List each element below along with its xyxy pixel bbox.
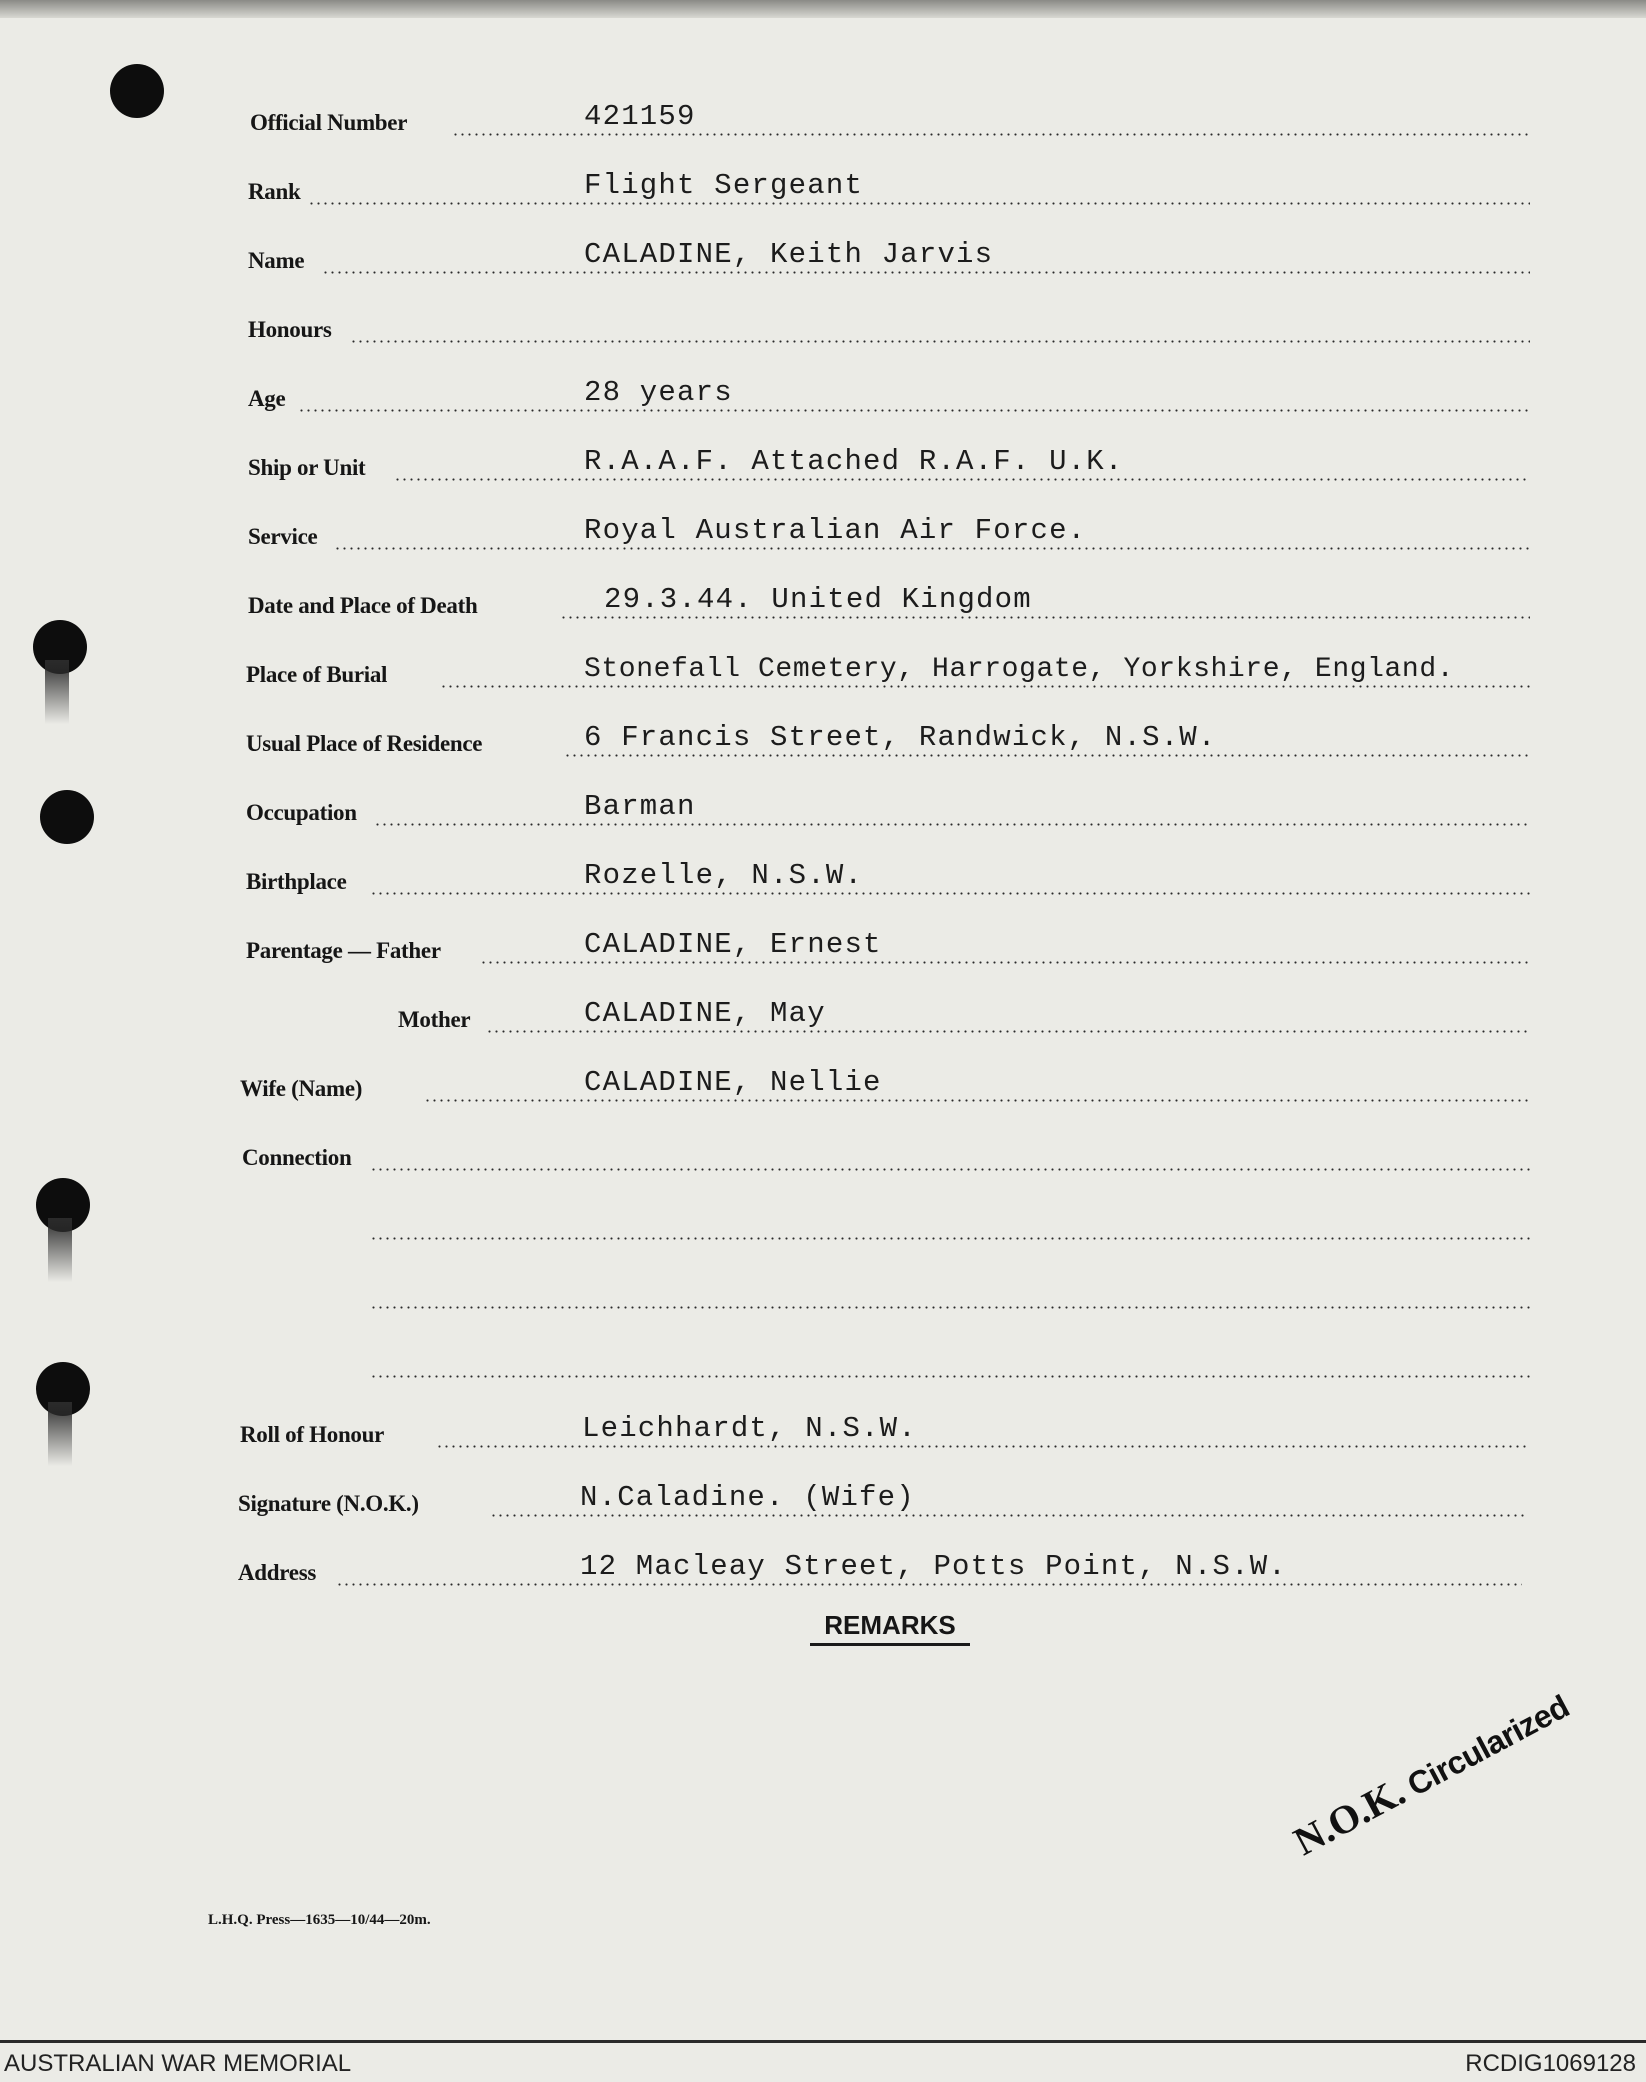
connection-extra-line <box>0 1344 1646 1384</box>
field-label: Place of Burial <box>246 662 388 687</box>
dotted-line <box>336 1583 1522 1586</box>
dotted-line <box>424 1099 1530 1102</box>
field-value: CALADINE, Ernest <box>584 928 882 961</box>
field-label: Wife (Name) <box>240 1076 363 1101</box>
field-value: CALADINE, Nellie <box>584 1066 882 1099</box>
dotted-line <box>440 685 1530 688</box>
field-place-of-burial <box>0 654 1646 694</box>
field-label: Birthplace <box>246 869 347 894</box>
scan-edge <box>0 0 1646 18</box>
field-age <box>0 378 1646 418</box>
field-label: Service <box>248 524 318 549</box>
connection-extra-line <box>0 1206 1646 1246</box>
dotted-line <box>370 1168 1530 1171</box>
dotted-line <box>564 754 1530 757</box>
field-usual-residence <box>0 723 1646 763</box>
field-label: Ship or Unit <box>248 455 366 480</box>
field-label: Mother <box>398 1007 471 1032</box>
footer-source: AUSTRALIAN WAR MEMORIAL <box>4 2050 352 2077</box>
field-father <box>0 930 1646 970</box>
dotted-line <box>308 202 1530 205</box>
field-label: Usual Place of Residence <box>246 731 483 756</box>
field-label: Honours <box>248 317 332 342</box>
field-value: CALADINE, May <box>584 997 826 1030</box>
dotted-line <box>480 961 1530 964</box>
nok-circularized-stamp <box>1286 1681 1576 1865</box>
field-label: Official Number <box>250 110 408 135</box>
dotted-line <box>394 478 1530 481</box>
field-label: Name <box>248 248 305 273</box>
field-value: 6 Francis Street, Randwick, N.S.W. <box>584 721 1217 754</box>
stamp-text: Circularized <box>1401 1687 1575 1803</box>
field-value: R.A.A.F. Attached R.A.F. U.K. <box>584 445 1124 478</box>
field-label: Address <box>238 1560 316 1585</box>
field-ship-or-unit <box>0 447 1646 487</box>
field-value: Rozelle, N.S.W. <box>584 859 864 892</box>
remarks-heading: REMARKS <box>810 1610 970 1646</box>
field-value: CALADINE, Keith Jarvis <box>584 238 994 271</box>
dotted-line <box>350 340 1530 343</box>
dotted-line <box>490 1514 1524 1517</box>
field-label: Rank <box>248 179 301 204</box>
dotted-line <box>370 1237 1530 1240</box>
field-label: Occupation <box>246 800 357 825</box>
field-wife <box>0 1068 1646 1108</box>
field-value: Leichhardt, N.S.W. <box>582 1412 917 1445</box>
dotted-line <box>452 133 1530 136</box>
field-value: 12 Macleay Street, Potts Point, N.S.W. <box>580 1550 1287 1583</box>
field-value: Stonefall Cemetery, Harrogate, Yorkshire, England. <box>584 654 1455 685</box>
field-value: 421159 <box>584 100 696 133</box>
press-note: L.H.Q. Press—1635—10/44—20m. <box>208 1912 431 1928</box>
dotted-line <box>374 823 1530 826</box>
field-label: Roll of Honour <box>240 1422 385 1447</box>
stamp-prefix: N.O.K. <box>1286 1768 1412 1865</box>
field-value: 28 years <box>584 376 733 409</box>
field-rank <box>0 171 1646 211</box>
dotted-line <box>436 1445 1526 1448</box>
footer-reference: RCDIG1069128 <box>1465 2050 1636 2077</box>
field-signature <box>0 1483 1646 1523</box>
field-address <box>0 1552 1646 1592</box>
footer-divider <box>0 2040 1646 2043</box>
dotted-line <box>486 1030 1530 1033</box>
dotted-line <box>370 892 1530 895</box>
dotted-line <box>298 409 1530 412</box>
field-mother <box>0 999 1646 1039</box>
field-value: N.Caladine. (Wife) <box>580 1481 915 1514</box>
field-label: Date and Place of Death <box>248 593 478 618</box>
dotted-line <box>322 271 1530 274</box>
field-value: Barman <box>584 790 696 823</box>
field-honours <box>0 309 1646 349</box>
field-service <box>0 516 1646 556</box>
field-occupation <box>0 792 1646 832</box>
field-value: Royal Australian Air Force. <box>584 514 1087 547</box>
field-connection <box>0 1137 1646 1177</box>
field-date-place-of-death <box>0 585 1646 625</box>
dotted-line <box>560 616 1530 619</box>
field-official-number <box>0 102 1646 142</box>
connection-extra-line <box>0 1275 1646 1315</box>
field-roll-of-honour <box>0 1414 1646 1454</box>
field-birthplace <box>0 861 1646 901</box>
dotted-line <box>334 547 1530 550</box>
field-label: Parentage — Father <box>246 938 441 963</box>
field-label: Age <box>248 386 286 411</box>
dotted-line <box>370 1306 1530 1309</box>
dotted-line <box>370 1375 1530 1378</box>
field-label: Connection <box>242 1145 352 1170</box>
field-value: 29.3.44. United Kingdom <box>604 583 1032 616</box>
field-name <box>0 240 1646 280</box>
field-value: Flight Sergeant <box>584 169 864 202</box>
field-label: Signature (N.O.K.) <box>238 1491 419 1516</box>
